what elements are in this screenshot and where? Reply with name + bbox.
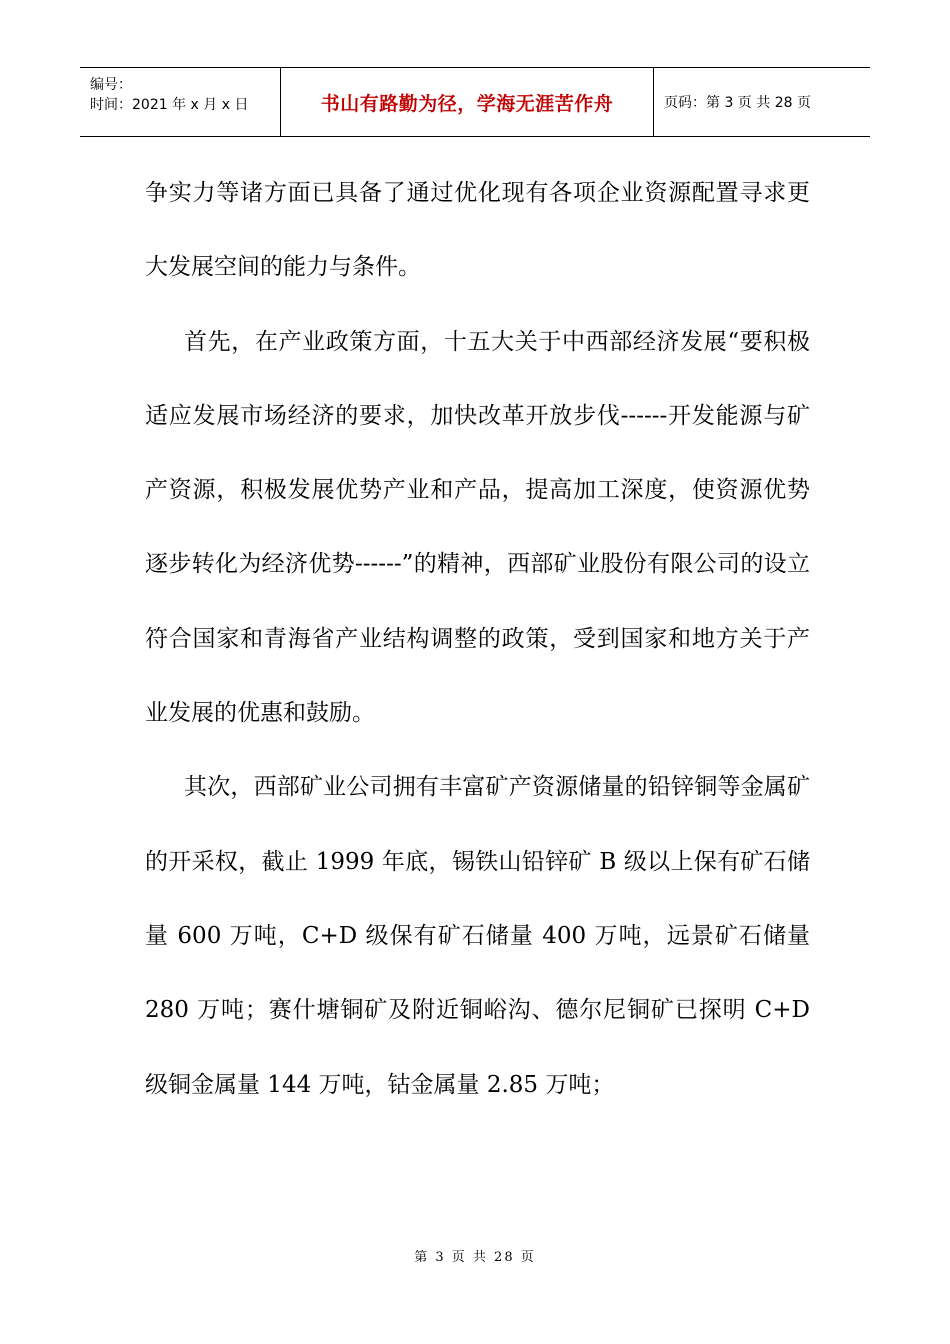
paragraph-industry-policy: 首先，在产业政策方面，十五大关于中西部经济发展“要积极适应发展市场经济的要求，加快改革开放步伐------开发能源与矿产资源，积极发展优势产业和产品，提高加工深度，使资源优势逐步转化为经济优势------”的精神，西部矿业股份有限公司的设立符合国家和青海省产业结构调整的政策，受到国家和地方关于产业发展的优惠和鼓励。 <box>145 328 810 727</box>
header-motto-cell <box>281 68 654 136</box>
document-body <box>145 156 810 1122</box>
header-meta-cell <box>80 68 281 136</box>
document-header <box>80 67 870 137</box>
header-page-info: 页码：第 3 页 共 28 页 <box>664 95 811 111</box>
document-time-label: 时间：2021 年 x 月 x 日 <box>90 97 249 113</box>
header-motto: 书山有路勤为径，学海无涯苦作舟 <box>320 92 614 115</box>
page-footer: 第 3 页 共 28 页 <box>414 1250 536 1265</box>
document-number-label: 编号： <box>90 77 132 93</box>
header-page-cell <box>654 68 870 136</box>
paragraph-continuation: 争实力等诸方面已具备了通过优化现有各项企业资源配置寻求更大发展空间的能力与条件。 <box>145 180 810 281</box>
paragraph-mineral-resources: 其次，西部矿业公司拥有丰富矿产资源储量的铅锌铜等金属矿的开采权，截止 1999 年底，锡铁山铅锌矿 B 级以上保有矿石储量 600 万吨，C+D 级保有矿石储量 400 万吨，远景矿石储量 280 万吨；赛什塘铜矿及附近铜峪沟、德尔尼铜矿已探明 C+D 级铜金属量 144 万吨，钴金属量 2.85 万吨； <box>145 774 810 1098</box>
